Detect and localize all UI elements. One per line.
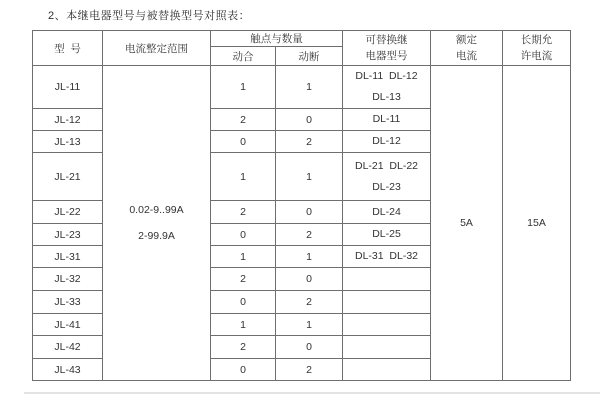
header-rated-line2: 电流 bbox=[456, 50, 477, 62]
nc-count-cell: 0 bbox=[276, 336, 343, 359]
replace-line1: DL-21 DL-22 bbox=[354, 159, 419, 172]
replace-models-cell bbox=[343, 109, 431, 131]
model-cell: JL-42 bbox=[33, 336, 103, 359]
replace-line1: DL-12 bbox=[372, 135, 401, 147]
no-count-cell: 2 bbox=[211, 336, 276, 359]
no-count-cell: 1 bbox=[211, 246, 276, 268]
model-cell: JL-43 bbox=[33, 359, 103, 381]
replace-models-cell bbox=[343, 224, 431, 246]
rated-current-cell: 5A bbox=[431, 66, 503, 381]
replace-models-cell bbox=[343, 66, 431, 109]
table-row bbox=[33, 66, 571, 109]
nc-count-cell: 1 bbox=[276, 153, 343, 201]
nc-count-cell: 0 bbox=[276, 109, 343, 131]
nc-count-cell: 2 bbox=[276, 131, 343, 153]
model-cell: JL-21 bbox=[33, 153, 103, 201]
replace-models-cell bbox=[343, 153, 431, 201]
replace-line1: DL-24 bbox=[372, 205, 401, 218]
header-normally-open: 动合 bbox=[211, 47, 276, 66]
header-longterm-line2: 许电流 bbox=[520, 50, 553, 62]
current-range-line1: 0.02-9..99A bbox=[129, 204, 184, 216]
no-count-cell: 1 bbox=[211, 153, 276, 201]
model-cell: JL-31 bbox=[33, 246, 103, 268]
model-cell: JL-22 bbox=[33, 201, 103, 224]
no-count-cell: 0 bbox=[211, 224, 276, 246]
page-bottom-divider bbox=[24, 392, 600, 394]
header-replaceable-line2: 电器型号 bbox=[365, 50, 408, 62]
section-title: 2、本继电器型号与被替换型号对照表： bbox=[48, 10, 251, 22]
nc-count-cell: 2 bbox=[276, 291, 343, 314]
replace-models-cell bbox=[343, 268, 431, 291]
replace-models-cell bbox=[343, 314, 431, 336]
header-replaceable-models bbox=[343, 31, 431, 66]
replace-models-cell bbox=[343, 291, 431, 314]
replace-line1: DL-11 DL-12 bbox=[355, 70, 418, 82]
replace-line2: DL-13 bbox=[372, 91, 401, 103]
no-count-cell: 0 bbox=[211, 359, 276, 381]
replace-line1: DL-11 bbox=[372, 113, 401, 125]
nc-count-cell: 1 bbox=[276, 314, 343, 336]
no-count-cell: 2 bbox=[211, 201, 276, 224]
model-cell: JL-32 bbox=[33, 268, 103, 291]
nc-count-cell: 1 bbox=[276, 66, 343, 109]
replace-line2: DL-23 bbox=[372, 180, 401, 193]
model-cell: JL-23 bbox=[33, 224, 103, 246]
model-cell: JL-11 bbox=[33, 66, 103, 109]
header-model: 型 号 bbox=[33, 31, 103, 66]
header-replaceable-line1: 可替换继 bbox=[365, 34, 408, 46]
nc-count-cell: 0 bbox=[276, 201, 343, 224]
replace-line1: DL-25 bbox=[372, 228, 401, 240]
model-cell: JL-13 bbox=[33, 131, 103, 153]
replace-models-cell bbox=[343, 359, 431, 381]
header-longterm-current bbox=[503, 31, 571, 66]
header-longterm-line1: 长期允 bbox=[520, 34, 553, 46]
replace-line1: DL-31 DL-32 bbox=[354, 250, 419, 262]
model-cell: JL-12 bbox=[33, 109, 103, 131]
no-count-cell: 2 bbox=[211, 109, 276, 131]
replace-models-cell bbox=[343, 201, 431, 224]
header-current-range: 电流整定范围 bbox=[103, 31, 211, 66]
nc-count-cell: 0 bbox=[276, 268, 343, 291]
nc-count-cell: 2 bbox=[276, 224, 343, 246]
header-rated-current bbox=[431, 31, 503, 66]
no-count-cell: 0 bbox=[211, 291, 276, 314]
header-contacts-group: 触点与数量 bbox=[211, 31, 343, 47]
no-count-cell: 2 bbox=[211, 268, 276, 291]
no-count-cell: 0 bbox=[211, 131, 276, 153]
no-count-cell: 1 bbox=[211, 314, 276, 336]
longterm-current-cell: 15A bbox=[503, 66, 571, 381]
current-range-cell bbox=[103, 66, 211, 381]
model-cell: JL-41 bbox=[33, 314, 103, 336]
header-normally-closed: 动断 bbox=[276, 47, 343, 66]
model-cell: JL-33 bbox=[33, 291, 103, 314]
replace-models-cell bbox=[343, 131, 431, 153]
replace-models-cell bbox=[343, 246, 431, 268]
nc-count-cell: 2 bbox=[276, 359, 343, 381]
header-rated-line1: 额定 bbox=[456, 34, 477, 46]
current-range-line2: 2-99.9A bbox=[138, 230, 175, 242]
no-count-cell: 1 bbox=[211, 66, 276, 109]
nc-count-cell: 1 bbox=[276, 246, 343, 268]
comparison-table bbox=[32, 30, 571, 381]
replace-models-cell bbox=[343, 336, 431, 359]
